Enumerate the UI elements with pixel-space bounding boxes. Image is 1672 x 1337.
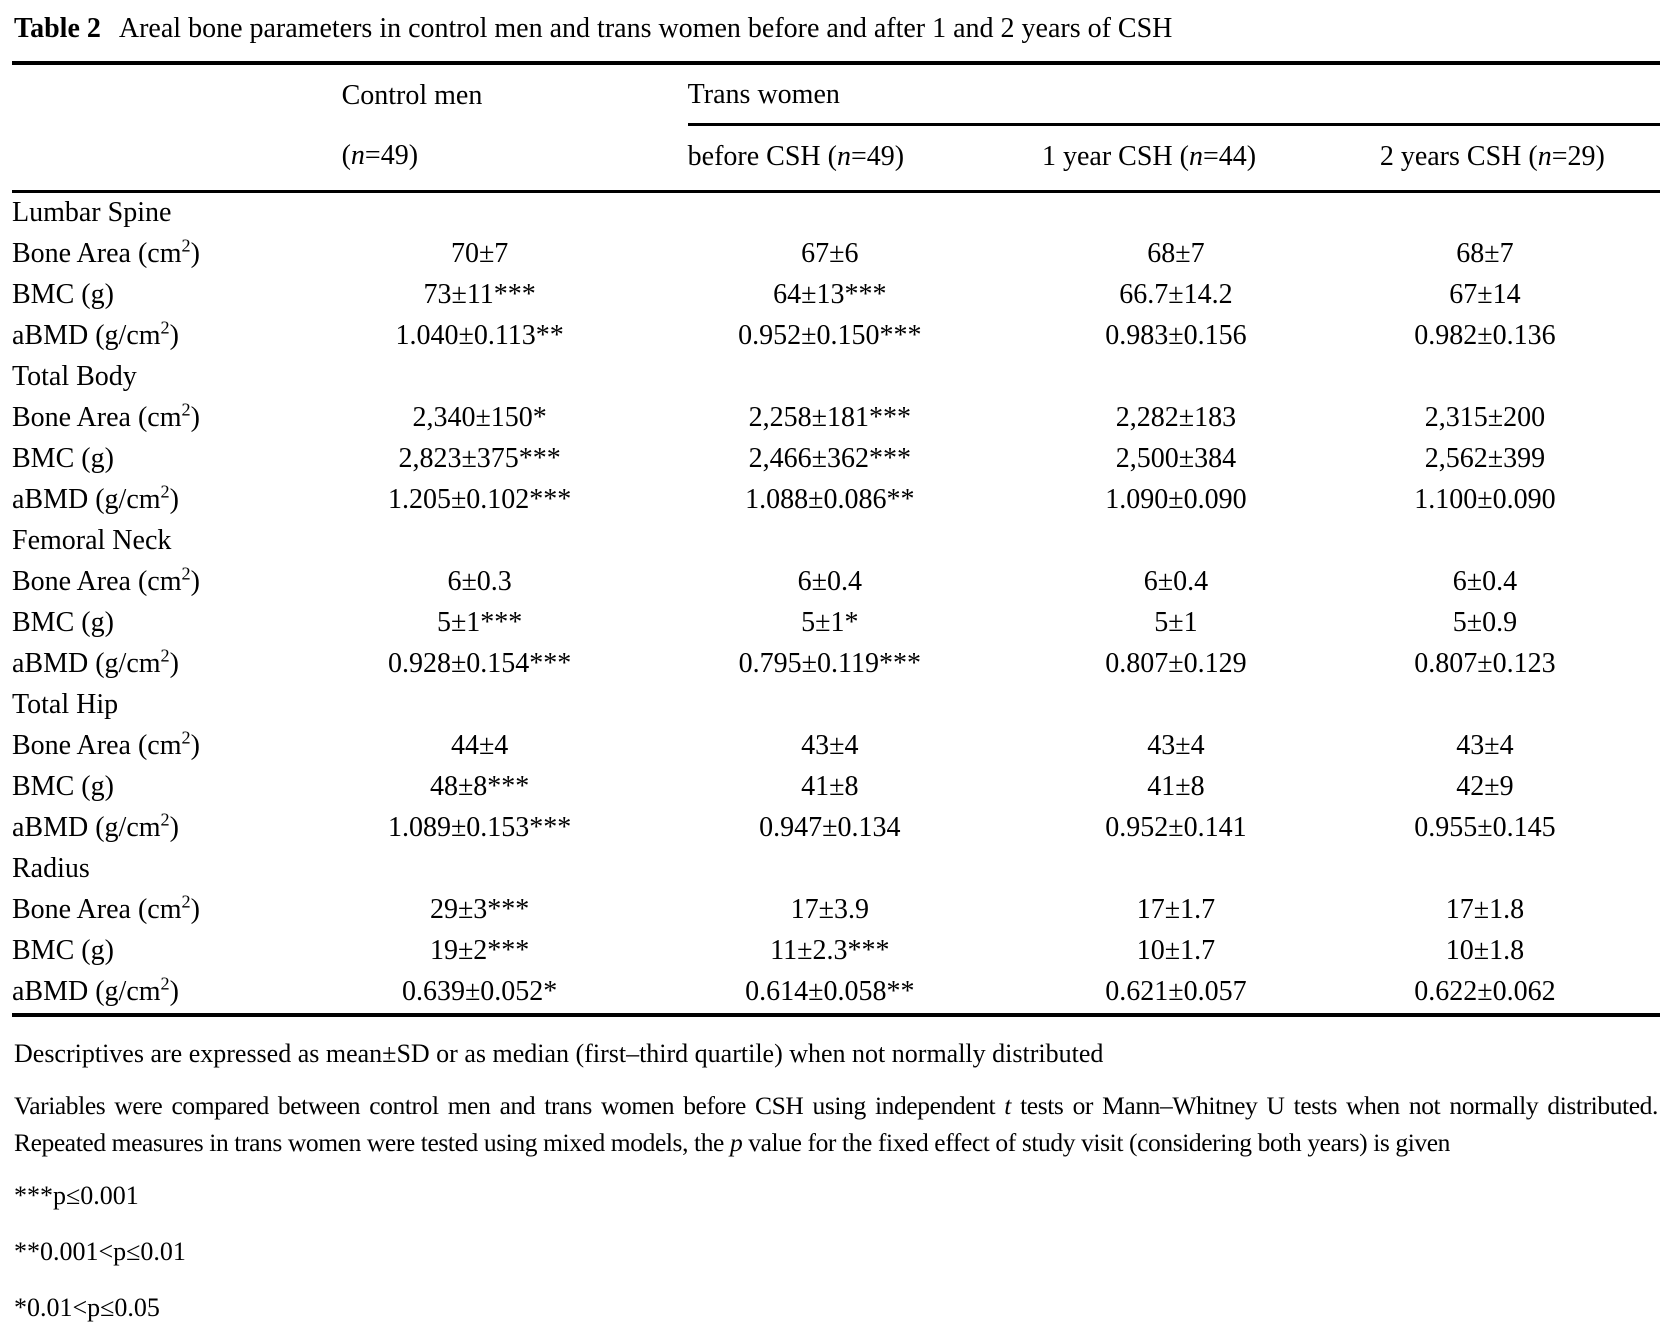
- data-row: [12, 234, 1660, 275]
- table-body: [12, 192, 1660, 1016]
- data-row: [12, 398, 1660, 439]
- data-row: [12, 726, 1660, 767]
- value-cell: 17±1.8: [1445, 894, 1525, 925]
- row-label: BMC (g): [12, 279, 114, 310]
- value-cell: 6±0.4: [797, 566, 863, 597]
- row-label: BMC (g): [12, 771, 114, 802]
- value-cell: 10±1.8: [1445, 935, 1525, 966]
- value-cell: 5±1: [1154, 607, 1198, 638]
- value-cell: 1.100±0.090: [1414, 484, 1556, 515]
- data-row: [12, 808, 1660, 849]
- section-row: [12, 685, 1660, 726]
- value-cell: 0.807±0.129: [1105, 648, 1247, 679]
- sub-header-before-csh: before CSH (n=49): [688, 125, 1042, 192]
- data-row: [12, 972, 1660, 1015]
- row-label: Bone Area $(cm^2)$: [12, 891, 200, 925]
- group-header-row: [12, 63, 1660, 125]
- section-label: Femoral Neck: [12, 525, 172, 556]
- value-cell: 5±1*: [801, 607, 859, 638]
- row-label: aBMD $(g/cm^2)$: [12, 481, 179, 515]
- data-row: [12, 890, 1660, 931]
- data-row: [12, 767, 1660, 808]
- value-cell: 66.7±14.2: [1119, 279, 1233, 310]
- table-caption-text: Areal bone parameters in control men and trans women before and after 1 and 2 years of CSH: [118, 13, 1173, 44]
- col-header-control-men: Control men: [341, 79, 483, 111]
- value-cell: 5±0.9: [1452, 607, 1518, 638]
- data-row: [12, 562, 1660, 603]
- value-cell: 67±6: [801, 238, 859, 269]
- value-cell: 0.952±0.141: [1105, 812, 1247, 843]
- value-cell: 1.090±0.090: [1105, 484, 1247, 515]
- value-cell: 43±4: [1456, 730, 1514, 761]
- table-caption: [12, 8, 1660, 61]
- row-label: Bone Area $(cm^2)$: [12, 563, 200, 597]
- value-cell: 10±1.7: [1136, 935, 1216, 966]
- value-cell: 1.040±0.113**: [395, 320, 564, 351]
- footnotes: [12, 1017, 1660, 1327]
- data-row: [12, 480, 1660, 521]
- row-label: aBMD $(g/cm^2)$: [12, 973, 179, 1007]
- value-cell: 2,315±200: [1424, 402, 1546, 433]
- value-cell: 2,466±362***: [748, 443, 912, 474]
- value-cell: 19±2***: [429, 935, 530, 966]
- header-spacer: [12, 125, 342, 192]
- section-row: [12, 192, 1660, 235]
- data-row: [12, 316, 1660, 357]
- row-label: Bone Area $(cm^2)$: [12, 727, 200, 761]
- data-row: [12, 931, 1660, 972]
- value-cell: 11±2.3***: [770, 935, 890, 966]
- sub-header-2years-csh: 2 years CSH (n=29): [1380, 125, 1660, 192]
- value-cell: 70±7: [450, 238, 509, 269]
- col-header-trans-women: Trans women: [688, 63, 1660, 125]
- data-row: [12, 275, 1660, 316]
- table-header: [12, 63, 1660, 192]
- value-cell: 17±1.7: [1136, 894, 1216, 925]
- value-cell: 2,562±399: [1424, 443, 1546, 474]
- sig-level-p01: **0.001<p≤0.01: [14, 1237, 186, 1266]
- value-cell: 0.947±0.134: [759, 812, 901, 843]
- value-cell: 2,282±183: [1115, 402, 1237, 433]
- section-label: Lumbar Spine: [12, 197, 172, 228]
- value-cell: 68±7: [1147, 238, 1205, 269]
- table-number: Table 2: [14, 13, 101, 44]
- sub-header-1year-csh: 1 year CSH (n=44): [1042, 125, 1380, 192]
- value-cell: 68±7: [1456, 238, 1514, 269]
- row-label: BMC (g): [12, 443, 114, 474]
- footnote-methods: Variables were compared between control men and trans women before CSH using independent t tests or Mann–Whitney U tests when not normally distributed. Repeated measures in trans women were tested using mixed models, the p value for the fixed effect of study visit (considering both years) is given: [14, 1091, 1658, 1157]
- value-cell: 2,500±384: [1115, 443, 1237, 474]
- sig-level-p001: ***p≤0.001: [14, 1181, 139, 1210]
- row-label: aBMD $(g/cm^2)$: [12, 809, 179, 843]
- data-row: [12, 644, 1660, 685]
- value-cell: 0.807±0.123: [1414, 648, 1556, 679]
- value-cell: 64±13***: [773, 279, 887, 310]
- value-cell: 0.621±0.057: [1105, 976, 1247, 1007]
- value-cell: 1.205±0.102***: [387, 484, 572, 515]
- row-label: BMC (g): [12, 935, 114, 966]
- value-cell: 29±3***: [429, 894, 530, 925]
- row-label: aBMD $(g/cm^2)$: [12, 317, 179, 351]
- section-row: [12, 357, 1660, 398]
- section-label: Total Hip: [12, 689, 119, 720]
- value-cell: 5±1***: [436, 607, 523, 638]
- value-cell: 6±0.3: [447, 566, 512, 597]
- value-cell: 41±8: [1147, 771, 1205, 802]
- row-label: Bone Area $(cm^2)$: [12, 399, 200, 433]
- value-cell: 1.089±0.153***: [387, 812, 572, 843]
- footnote-descriptives: Descriptives are expressed as mean±SD or as median (first–third quartile) when not normally distributed: [14, 1039, 1104, 1068]
- value-cell: 0.955±0.145: [1414, 812, 1556, 843]
- row-label: Bone Area $(cm^2)$: [12, 235, 200, 269]
- value-cell: 43±4: [1147, 730, 1205, 761]
- value-cell: 41±8: [801, 771, 859, 802]
- value-cell: 67±14: [1449, 279, 1521, 310]
- value-cell: 0.983±0.156: [1105, 320, 1247, 351]
- value-cell: 48±8***: [429, 771, 530, 802]
- value-cell: 0.952±0.150***: [738, 320, 922, 351]
- value-cell: 0.982±0.136: [1414, 320, 1556, 351]
- value-cell: 43±4: [801, 730, 859, 761]
- sub-header-control-n: (n=49): [342, 125, 688, 192]
- bone-parameters-table: [12, 61, 1660, 1017]
- value-cell: 0.795±0.119***: [738, 648, 921, 679]
- value-cell: 0.614±0.058**: [745, 976, 915, 1007]
- value-cell: 0.928±0.154***: [387, 648, 572, 679]
- value-cell: 6±0.4: [1452, 566, 1518, 597]
- value-cell: 17±3.9: [790, 894, 870, 925]
- header-spacer: [12, 63, 342, 125]
- value-cell: 73±11***: [423, 279, 536, 310]
- value-cell: 2,258±181***: [748, 402, 912, 433]
- section-row: [12, 849, 1660, 890]
- data-row: [12, 603, 1660, 644]
- value-cell: 44±4: [450, 730, 509, 761]
- sig-level-p05: *0.01<p≤0.05: [14, 1293, 160, 1322]
- value-cell: 0.622±0.062: [1414, 976, 1556, 1007]
- value-cell: 2,823±375***: [398, 443, 561, 474]
- section-label: Total Body: [12, 361, 137, 392]
- value-cell: 1.088±0.086**: [745, 484, 915, 515]
- section-label: Radius: [12, 853, 90, 884]
- value-cell: 0.639±0.052*: [401, 976, 558, 1007]
- value-cell: 42±9: [1456, 771, 1514, 802]
- row-label: BMC (g): [12, 607, 114, 638]
- value-cell: 2,340±150*: [412, 402, 547, 433]
- section-row: [12, 521, 1660, 562]
- sub-header-row: [12, 125, 1660, 192]
- data-row: [12, 439, 1660, 480]
- value-cell: 6±0.4: [1143, 566, 1209, 597]
- row-label: aBMD $(g/cm^2)$: [12, 645, 179, 679]
